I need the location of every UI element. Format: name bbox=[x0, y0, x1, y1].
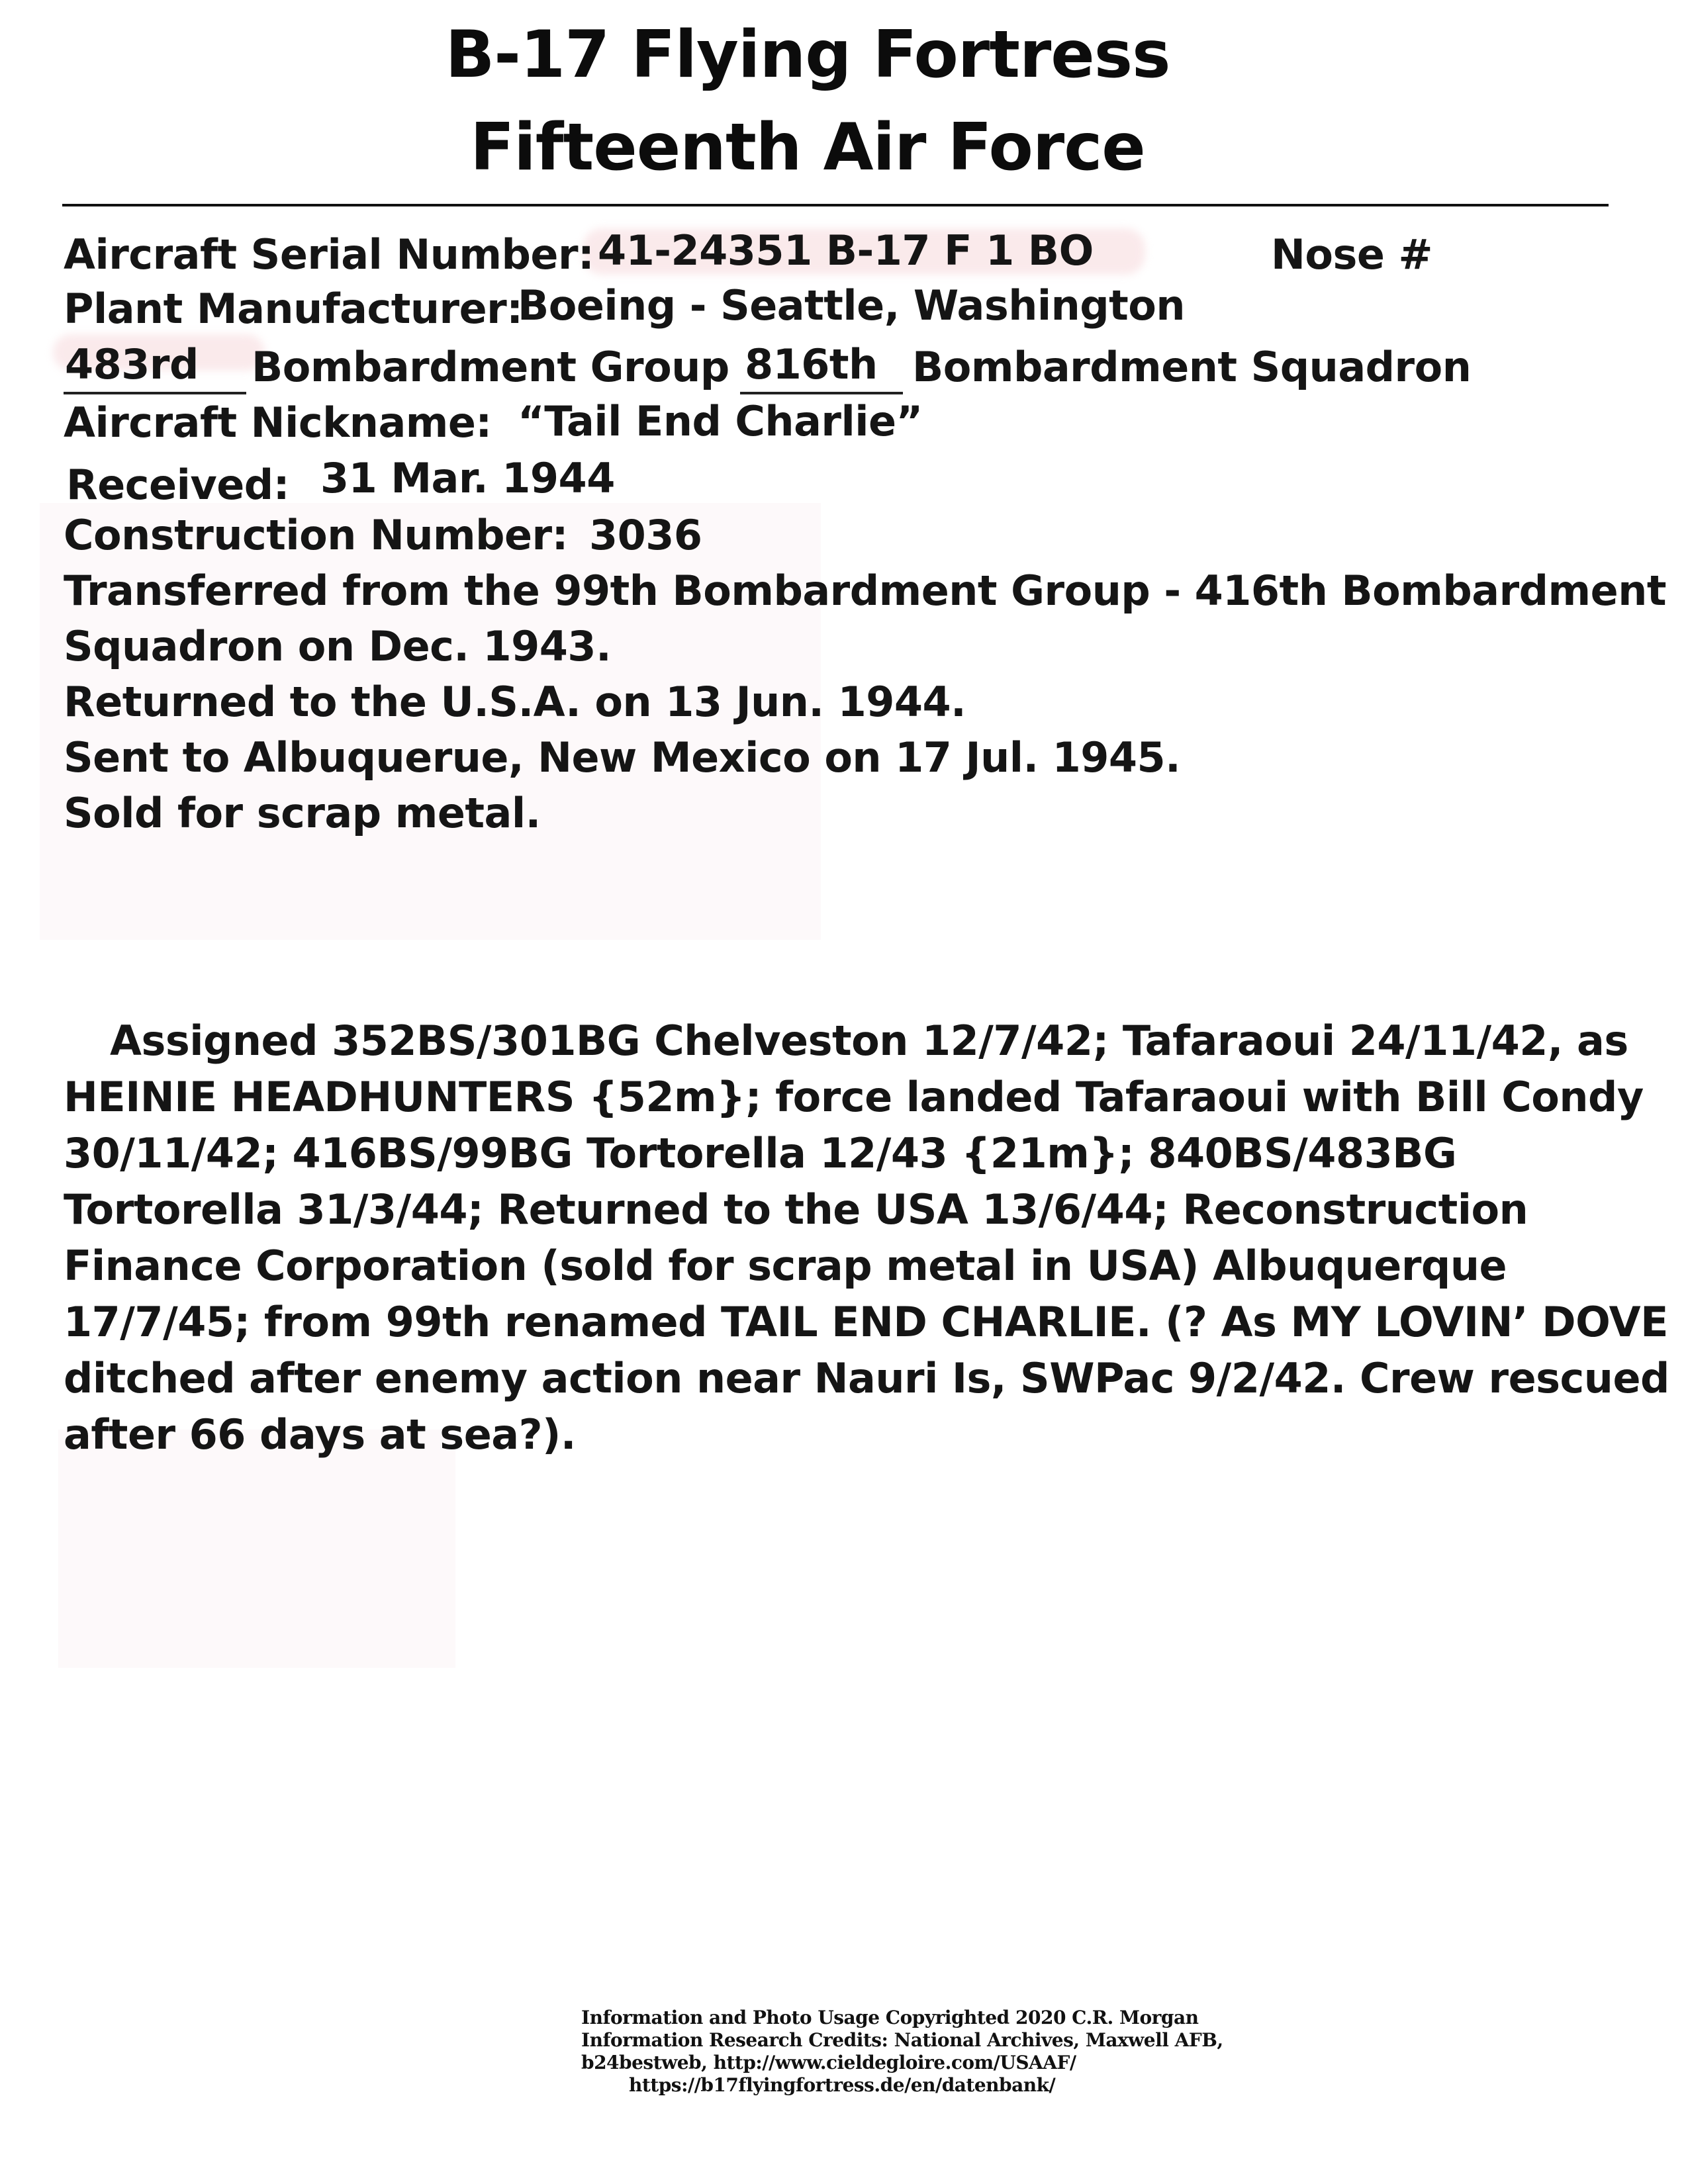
history-line: Sold for scrap metal. bbox=[64, 789, 541, 837]
narrative-paragraph: Assigned 352BS/301BG Chelveston 12/7/42; Tafaraoui 24/11/42, as HEINIE HEADHUNTERS {52m}; force landed Tafaraoui with Bill Condy 30/11/42; 416BS/99BG Tortorella 12/43 {21m}; 840BS/483BG Tortorella 31/3/44; Returned to the USA 13/6/44; Reconstruction Finance Corporation (sold for scrap metal in USA) Albuquerque 17/7/45; from 99th renamed TAIL END CHARLIE. (? As MY LOVIN’ DOVE ditched after enemy action near Nauri Is, SWPac 9/2/42. Crew rescued after 66 days at sea?). bbox=[64, 1017, 1669, 1459]
manufacturer-label: Plant Manufacturer: bbox=[64, 285, 523, 333]
page-subtitle: Fifteenth Air Force bbox=[470, 110, 1145, 185]
group-number: 483rd bbox=[65, 340, 199, 388]
background-patch bbox=[58, 1430, 455, 1668]
history-line: Transferred from the 99th Bombardment Group - 416th Bombardment bbox=[64, 567, 1666, 615]
title-divider bbox=[62, 204, 1609, 206]
credits-block bbox=[581, 2007, 1223, 2097]
history-line: Sent to Albuquerue, New Mexico on 17 Jul. 1945. bbox=[64, 733, 1181, 782]
group-underline bbox=[64, 392, 246, 394]
page-title: B-17 Flying Fortress bbox=[445, 17, 1170, 93]
squadron-number: 816th bbox=[745, 340, 878, 388]
nickname-label: Aircraft Nickname: bbox=[64, 398, 492, 447]
squadron-underline bbox=[740, 392, 903, 394]
history-line: Returned to the U.S.A. on 13 Jun. 1944. bbox=[64, 678, 966, 726]
construction-value: 3036 bbox=[589, 511, 702, 559]
manufacturer-value: Boeing - Seattle, Washington bbox=[518, 281, 1186, 330]
nickname-value: “Tail End Charlie” bbox=[518, 397, 923, 445]
credits-url: https://b17flyingfortress.de/en/datenbank/ bbox=[629, 2074, 1056, 2096]
credits-research: Information Research Credits: National Archives, Maxwell AFB, bbox=[581, 2029, 1223, 2051]
construction-label: Construction Number: bbox=[64, 511, 568, 559]
serial-label: Aircraft Serial Number: bbox=[64, 230, 594, 279]
credits-copyright: Information and Photo Usage Copyrighted 2020 C.R. Morgan bbox=[581, 2007, 1199, 2028]
squadron-label: Bombardment Squadron bbox=[912, 343, 1472, 391]
credits-sources: b24bestweb, http://www.cieldegloire.com/USAAF/ bbox=[581, 2052, 1076, 2073]
serial-value: 41-24351 B-17 F 1 BO bbox=[598, 226, 1094, 275]
group-label: Bombardment Group bbox=[252, 343, 729, 391]
nose-label: Nose # bbox=[1271, 230, 1432, 279]
received-label: Received: bbox=[66, 461, 289, 509]
received-value: 31 Mar. 1944 bbox=[320, 454, 615, 502]
history-line: Squadron on Dec. 1943. bbox=[64, 622, 612, 670]
